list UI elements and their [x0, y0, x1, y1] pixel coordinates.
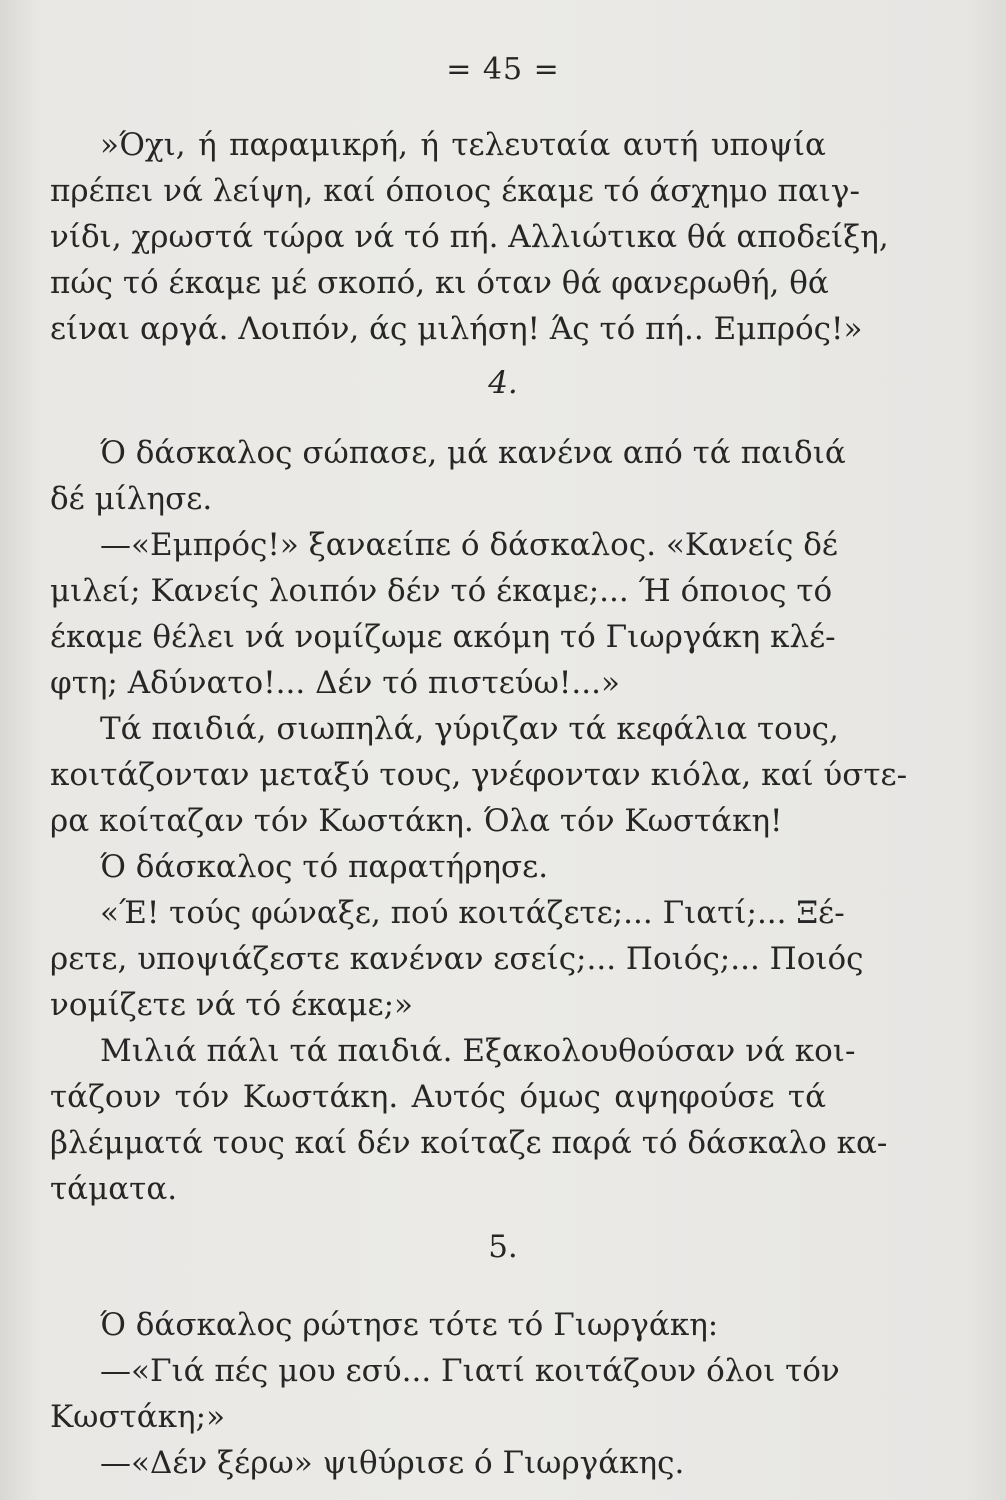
text-line-2: πρέπει νά λείψη, καί όποιος έκαμε τό άσχημο παιγ-: [50, 173, 860, 209]
text-line-3: νίδι, χρωστά τώρα νά τό πή. Αλλιώτικα θά αποδείξη,: [50, 219, 889, 255]
text-line-26: —«Δέν ξέρω» ψιθύρισε ό Γιωργάκης.: [100, 1445, 685, 1481]
text-line-11: φτη; Αδύνατο!... Δέν τό πιστεύω!...»: [50, 665, 620, 701]
section-heading-4: 4.: [488, 365, 518, 401]
text-line-17: ρετε, υποψιάζεστε κανέναν εσείς;... Ποιός;... Ποιός: [50, 941, 864, 977]
text-line-10: έκαμε θέλει νά νομίζωμε ακόμη τό Γιωργάκη κλέ-: [50, 619, 836, 655]
text-line-19: Μιλιά πάλι τά παιδιά. Εξακολουθούσαν νά κοι-: [100, 1033, 856, 1069]
text-line-13: κοιτάζονταν μεταξύ τους, γνέφονταν κιόλα, καί ύστε-: [50, 757, 908, 793]
section-heading-5: 5.: [488, 1229, 518, 1265]
text-line-18: νομίζετε νά τό έκαμε;»: [50, 987, 414, 1023]
text-line-15: Ό δάσκαλος τό παρατήρησε.: [100, 849, 549, 885]
text-line-16: «Έ! τούς φώναξε, πού κοιτάζετε;... Γιατί;... Ξέ-: [100, 895, 845, 931]
text-line-23: Ό δάσκαλος ρώτησε τότε τό Γιωργάκη:: [100, 1307, 719, 1343]
text-line-5: είναι αργά. Λοιπόν, άς μιλήση! Άς τό πή.. Εμπρός!»: [50, 311, 863, 347]
page-number: = 45 =: [446, 52, 560, 87]
text-line-6: Ό δάσκαλος σώπασε, μά κανένα από τά παιδιά: [100, 435, 846, 471]
text-line-1: »Όχι, ή παραμικρή, ή τελευταία αυτή υποψία: [100, 127, 826, 163]
text-line-9: μιλεί; Κανείς λοιπόν δέν τό έκαμε;... Ή όποιος τό: [50, 573, 833, 609]
text-line-20: τάζουν τόν Κωστάκη. Αυτός όμως αψηφούσε τά: [50, 1079, 826, 1115]
text-line-22: τάματα.: [50, 1171, 178, 1207]
text-line-25: Κωστάκη;»: [50, 1399, 226, 1435]
text-line-21: βλέμματά τους καί δέν κοίταζε παρά τό δάσκαλο κα-: [50, 1125, 888, 1161]
text-line-12: Τά παιδιά, σιωπηλά, γύριζαν τά κεφάλια τους,: [100, 711, 839, 747]
text-line-24: —«Γιά πές μου εσύ... Γιατί κοιτάζουν όλοι τόν: [100, 1353, 840, 1389]
text-line-8: —«Εμπρός!» ξαναείπε ό δάσκαλος. «Κανείς δέ: [100, 527, 838, 563]
text-line-14: ρα κοίταζαν τόν Κωστάκη. Όλα τόν Κωστάκη!: [50, 803, 783, 839]
text-line-7: δέ μίλησε.: [50, 481, 213, 517]
text-line-4: πώς τό έκαμε μέ σκοπό, κι όταν θά φανερωθή, θά: [50, 265, 829, 301]
